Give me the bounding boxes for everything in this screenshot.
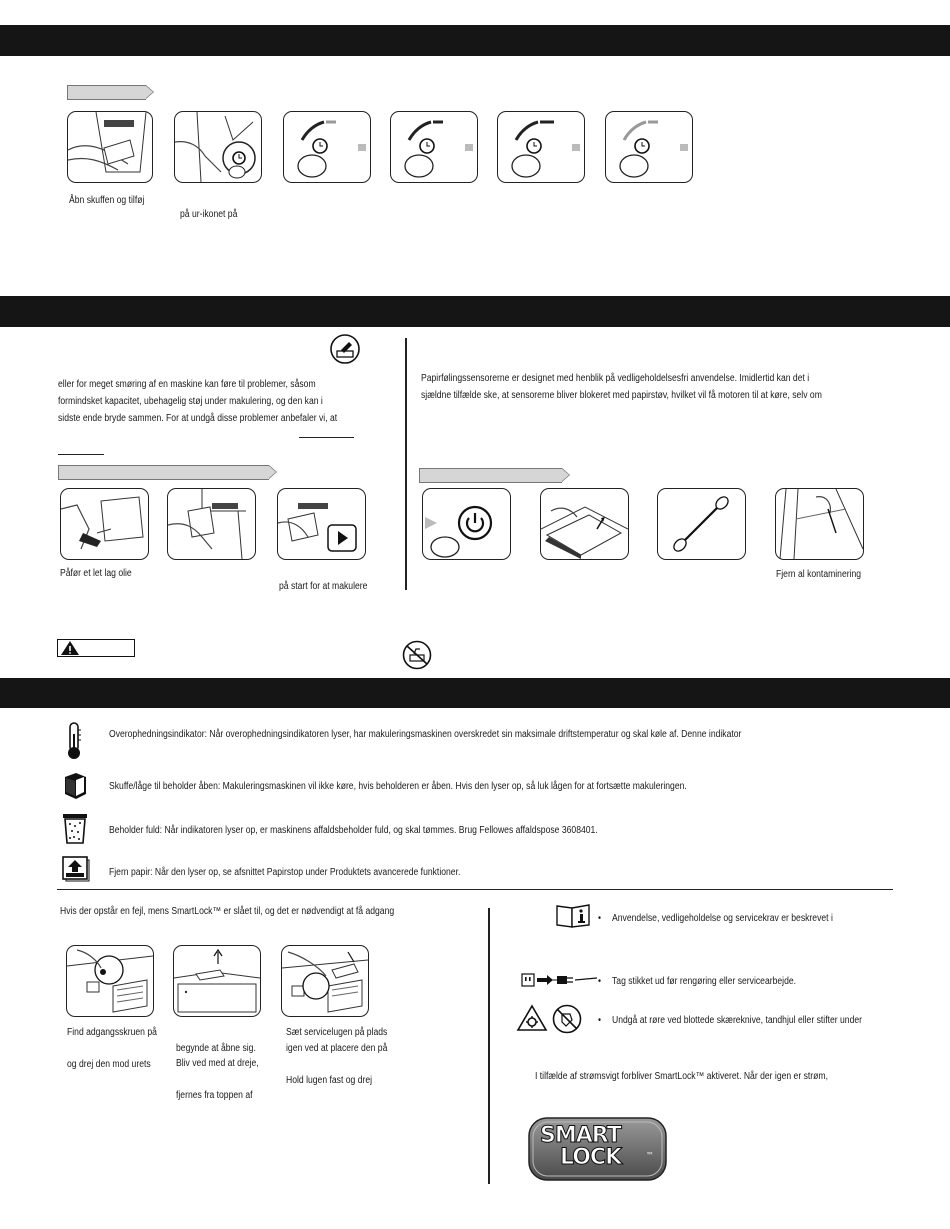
manual-info-icon <box>555 903 591 934</box>
power-failure-note: I tilfælde af strømsvigt forbliver SmartLock™ aktiveret. Når der igen er strøm, <box>535 1071 828 1082</box>
illustration-open-cover <box>173 945 261 1017</box>
no-touch-icon <box>552 1004 582 1039</box>
illustration-clock-step-4 <box>605 111 693 183</box>
illustration-replace-cover <box>281 945 369 1017</box>
maintenance-paragraph-line-1: eller for meget smøring af en maskine kan føre til problemer, såsom <box>58 379 316 390</box>
smartlock-logo-tm: ™ <box>646 1151 654 1160</box>
step3-caption-line-4: Hold lugen fast og drej <box>286 1075 373 1086</box>
section-header-bar-1 <box>0 25 950 56</box>
illustration-clock-step-1 <box>283 111 371 183</box>
step-tab-2 <box>58 465 269 480</box>
warning-triangle-icon <box>60 640 80 656</box>
illustration-power-off <box>422 488 511 560</box>
smartlock-logo-line1: SMART <box>540 1123 621 1148</box>
smartlock-error-intro: Hvis der opstår en fejl, mens SmartLock™ er slået til, og det er nødvendigt at få adgang <box>60 906 395 917</box>
underline-1 <box>299 437 354 438</box>
caption-press-clock: på ur-ikonet på <box>180 209 238 220</box>
section-separator <box>57 889 893 890</box>
caption-apply-oil: Påfør et let lag olie <box>60 568 132 579</box>
caption-open-drawer: Åbn skuffen og tilføj <box>69 195 145 206</box>
underline-2 <box>58 454 104 455</box>
maintenance-paragraph-line-2: formindsket kapacitet, ubehagelig støj under makulering, og den kan i <box>58 396 323 407</box>
step2-caption-line-1: begynde at åbne sig. <box>176 1043 256 1054</box>
indicator-bin-full-text: Beholder fuld: Når indikatoren lyser op, er maskinens affaldsbeholder fuld, og skal tømmes. Brug Fellowes affaldspose 3608401. <box>109 825 598 836</box>
bullet-dot-2: • <box>598 976 602 987</box>
column-divider-2 <box>488 908 490 1184</box>
bullet-blade-text: Undgå at røre ved blottede skæreknive, tandhjul eller stifter under <box>612 1015 863 1026</box>
bullet-manual-text: Anvendelse, vedligeholdelse og servicekrav er beskrevet i <box>612 913 833 924</box>
step-tab-1 <box>67 85 146 100</box>
smartlock-logo-line2: LOCK <box>560 1145 622 1170</box>
illustration-find-screw <box>66 945 154 1017</box>
bullet-dot-3: • <box>598 1015 602 1026</box>
step1-caption-line-3: og drej den mod urets <box>67 1059 151 1070</box>
indicator-overheat-text: Overophedningsindikator: Når overophedningsindikatoren lyser, har makuleringsmaskinen overskredet sin maksimale driftstemperatur og skal køle af. Denne indikator <box>109 729 742 740</box>
indicator-remove-paper-text: Fjern papir: Når den lyser op, se afsnittet Papirstop under Produktets avancerede funktioner. <box>109 867 461 878</box>
step1-caption-line-1: Find adgangsskruen på <box>67 1027 157 1038</box>
warning-label <box>57 639 135 657</box>
smartlock-logo <box>528 1117 667 1181</box>
step2-caption-line-4: fjernes fra toppen af <box>176 1090 253 1101</box>
illustration-feed-paper <box>167 488 256 560</box>
illustration-clean-sensor <box>775 488 864 560</box>
step2-caption-line-2: Bliv ved med at dreje, <box>176 1058 259 1069</box>
blade-hazard-icon <box>516 1004 548 1037</box>
section-header-bar-2 <box>0 296 950 327</box>
section-header-bar-3 <box>0 678 950 708</box>
sensor-paragraph-line-1: Papirfølingssensorerne er designet med henblik på vedligeholdelsesfri anvendelse. Imidlertid kan det i <box>421 373 810 384</box>
illustration-open-drawer <box>67 111 153 183</box>
step3-caption-line-2: igen ved at placere den på <box>286 1043 388 1054</box>
remove-paper-icon <box>62 856 90 887</box>
bullet-unplug-text: Tag stikket ud før rengøring eller servicearbejde. <box>612 976 797 987</box>
illustration-apply-oil <box>60 488 149 560</box>
column-divider <box>405 338 407 590</box>
caption-press-start: på start for at makulere <box>279 581 368 592</box>
illustration-press-start <box>277 488 366 560</box>
illustration-clock-step-2 <box>390 111 478 183</box>
illustration-open-sensor <box>540 488 629 560</box>
caption-remove-contamination: Fjern al kontaminering <box>776 569 862 580</box>
unplug-icon <box>521 972 597 993</box>
step-tab-3 <box>419 468 562 483</box>
thermometer-icon <box>65 722 83 765</box>
bin-full-icon <box>62 812 88 849</box>
illustration-clock-step-3 <box>497 111 585 183</box>
illustration-cotton-swab <box>657 488 746 560</box>
illustration-press-clock <box>174 111 262 183</box>
bullet-dot-1: • <box>598 913 602 924</box>
maintenance-paragraph-line-3: sidste ende bryde sammen. For at undgå disse problemer anbefaler vi, at <box>58 413 338 424</box>
oil-icon <box>329 334 361 369</box>
step3-caption-line-1: Sæt servicelugen på plads <box>286 1027 388 1038</box>
no-aerosol-icon <box>402 640 432 675</box>
sensor-paragraph-line-2: sjældne tilfælde ske, at sensorerne bliver blokeret med papirstøv, hvilket vil få motoren til at køre, selv om <box>421 390 822 401</box>
indicator-door-open-text: Skuffe/låge til beholder åben: Makuleringsmaskinen vil ikke køre, hvis beholderen er åben. Hvis den lyser op, så luk lågen for at fortsætte makuleringen. <box>109 781 687 792</box>
open-door-icon <box>62 772 88 805</box>
